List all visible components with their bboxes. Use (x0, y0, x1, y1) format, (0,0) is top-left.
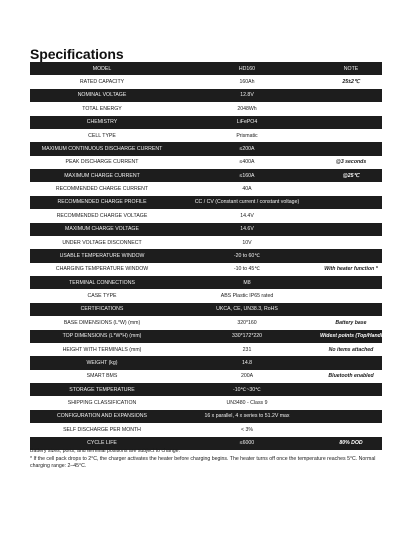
spec-label-cell: CERTIFICATIONS (30, 303, 174, 316)
spec-note-cell: Widest points (Top/Handles) (320, 330, 382, 343)
table-row (30, 303, 382, 316)
spec-value-cell: ≤6000 (174, 437, 320, 450)
spec-value-cell: 10V (174, 236, 320, 249)
spec-value-cell: LiFePO4 (174, 116, 320, 129)
spec-label-cell: RECOMMENDED CHARGE PROFILE (30, 196, 174, 209)
table-row (30, 129, 382, 142)
spec-note-cell (320, 396, 382, 409)
table-row (30, 182, 382, 195)
spec-label-cell: HEIGHT WITH TERMINALS (mm) (30, 343, 174, 356)
table-row (30, 249, 382, 262)
spec-note-cell: 25±2℃ (320, 75, 382, 88)
spec-label-cell: PEAK DISCHARGE CURRENT (30, 156, 174, 169)
spec-value-cell: M8 (174, 276, 320, 289)
spec-value-cell: -10 to 45℃ (174, 263, 320, 276)
spec-value-cell: UKCA, CE, UN38.3, RoHS (174, 303, 320, 316)
spec-note-cell (320, 223, 382, 236)
spec-value-cell: Prismatic (174, 129, 320, 142)
spec-label-cell: USABLE TEMPERATURE WINDOW (30, 249, 174, 262)
spec-value-cell: 231 (174, 343, 320, 356)
table-row (30, 383, 382, 396)
spec-value-cell: 40A (174, 182, 320, 195)
spec-label-cell: MAXIMUM CONTINUOUS DISCHARGE CURRENT (30, 142, 174, 155)
spec-label-cell: MAXIMUM CHARGE VOLTAGE (30, 223, 174, 236)
table-row (30, 276, 382, 289)
spec-note-cell: With heater function * (320, 263, 382, 276)
header-cell-parameter: MODEL (30, 62, 174, 75)
spec-note-cell (320, 129, 382, 142)
spec-note-cell: @25℃ (320, 169, 382, 182)
spec-value-cell: -10℃~30℃ (174, 383, 320, 396)
spec-note-cell: No items attached (320, 343, 382, 356)
table-row (30, 156, 382, 169)
spec-note-cell (320, 89, 382, 102)
table-row (30, 263, 382, 276)
spec-note-cell (320, 276, 382, 289)
spec-note-cell (320, 423, 382, 436)
spec-value-cell: CC / CV (Constant current / constant voltage) (174, 196, 320, 209)
spec-note-cell: Bluetooth enabled (320, 370, 382, 383)
spec-label-cell: BASE DIMENSIONS (L*W) (mm) (30, 316, 174, 329)
spec-label-cell: STORAGE TEMPERATURE (30, 383, 174, 396)
spec-note-cell (320, 356, 382, 369)
table-row (30, 370, 382, 383)
spec-value-cell: ABS Plastic IP65 rated (174, 289, 320, 302)
spec-note-cell (320, 303, 382, 316)
spec-label-cell: MAXIMUM CHARGE CURRENT (30, 169, 174, 182)
spec-label-cell: SHIPPING CLASSIFICATION (30, 396, 174, 409)
table-row (30, 209, 382, 222)
table-row (30, 102, 382, 115)
spec-value-cell: ≤160A (174, 169, 320, 182)
spec-note-cell (320, 249, 382, 262)
spec-note-cell (320, 410, 382, 423)
spec-value-cell: -20 to 60℃ (174, 249, 320, 262)
table-header-row (30, 62, 382, 75)
spec-label-cell: CHARGING TEMPERATURE WINDOW (30, 263, 174, 276)
header-cell-note: NOTE (320, 62, 382, 75)
spec-note-cell (320, 209, 382, 222)
table-row (30, 196, 382, 209)
spec-label-cell: RECOMMENDED CHARGE CURRENT (30, 182, 174, 195)
spec-value-cell: ≤200A (174, 142, 320, 155)
spec-note-cell (320, 142, 382, 155)
page-title: Specifications (30, 46, 124, 62)
spec-label-cell: WEIGHT (kg) (30, 356, 174, 369)
spec-value-cell: 16 x parallel, 4 x series to 51.2V max (174, 410, 320, 423)
spec-note-cell (320, 289, 382, 302)
spec-value-cell: 2048Wh (174, 102, 320, 115)
spec-label-cell: RECOMMENDED CHARGE VOLTAGE (30, 209, 174, 222)
spec-note-cell (320, 236, 382, 249)
spec-label-cell: SELF DISCHARGE PER MONTH (30, 423, 174, 436)
spec-label-cell: TOTAL ENERGY (30, 102, 174, 115)
spec-label-cell: CASE TYPE (30, 289, 174, 302)
table-row (30, 330, 382, 343)
spec-note-cell (320, 383, 382, 396)
spec-value-cell: 14.6V (174, 223, 320, 236)
spec-value-cell: 200A (174, 370, 320, 383)
table-row (30, 289, 382, 302)
table-row (30, 89, 382, 102)
table-row (30, 75, 382, 88)
spec-note-cell: Battery base (320, 316, 382, 329)
table-row (30, 169, 382, 182)
table-row (30, 142, 382, 155)
spec-note-cell (320, 196, 382, 209)
spec-note-cell (320, 102, 382, 115)
spec-label-cell: SMART BMS (30, 370, 174, 383)
spec-value-cell: 14.8 (174, 356, 320, 369)
spec-label-cell: TERMINAL CONNECTIONS (30, 276, 174, 289)
spec-value-cell: 330*172*220 (174, 330, 320, 343)
table-row (30, 423, 382, 436)
footnotes (30, 448, 382, 471)
spec-label-cell: TOP DIMENSIONS (L*W*H) (mm) (30, 330, 174, 343)
spec-note-cell: @3 seconds (320, 156, 382, 169)
table-row (30, 223, 382, 236)
footnote-subject-to-change: Battery sizes, ports, and terminal positions are subject to change. (30, 448, 180, 454)
spec-value-cell: 160Ah (174, 75, 320, 88)
table-row (30, 356, 382, 369)
spec-note-cell: 80% DOD (320, 437, 382, 450)
table-row (30, 116, 382, 129)
table-row (30, 410, 382, 423)
header-cell-model: HD160 (174, 62, 320, 75)
spec-label-cell: CELL TYPE (30, 129, 174, 142)
spec-label-cell: CONFIGURATION AND EXPANSIONS (30, 410, 174, 423)
spec-value-cell: 14.4V (174, 209, 320, 222)
spec-value-cell: 12.8V (174, 89, 320, 102)
spec-value-cell: 320*160 (174, 316, 320, 329)
spec-label-cell: CHEMISTRY (30, 116, 174, 129)
spec-note-cell (320, 182, 382, 195)
spec-value-cell: < 3% (174, 423, 320, 436)
spec-note-cell (320, 116, 382, 129)
spec-value-cell: UN3480 - Class 9 (174, 396, 320, 409)
table-row (30, 343, 382, 356)
spec-value-cell: ≤400A (174, 156, 320, 169)
table-row (30, 316, 382, 329)
table-row (30, 236, 382, 249)
spec-label-cell: UNDER VOLTAGE DISCONNECT (30, 236, 174, 249)
spec-label-cell: CYCLE LIFE (30, 437, 174, 450)
specifications-table (30, 62, 390, 450)
footnote-heater: * If the cell pack drops to 2°C, the charger activates the heater before charging begins. The heater turns off once the temperature reaches 5°C. Normal charging range: 2–45°C. (30, 455, 376, 470)
spec-label-cell: NOMINAL VOLTAGE (30, 89, 174, 102)
spec-label-cell: RATED CAPACITY (30, 75, 174, 88)
table-row (30, 396, 382, 409)
